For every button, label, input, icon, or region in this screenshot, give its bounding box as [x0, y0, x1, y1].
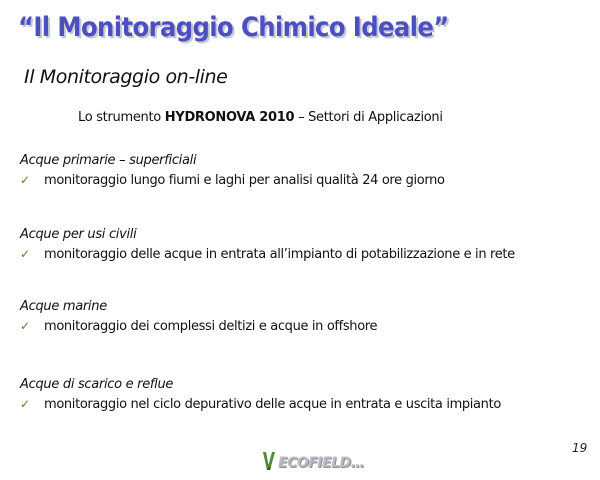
- application-section: [20, 226, 580, 264]
- intro-prefix: Lo strumento: [78, 110, 165, 125]
- check-icon: ✓: [20, 397, 31, 411]
- section-bullet: [20, 244, 580, 264]
- section-heading: Acque primarie – superficiali: [20, 153, 197, 168]
- check-icon: ✓: [20, 173, 31, 187]
- logo-text: ECOFIELD…: [278, 455, 365, 471]
- section-bullet: [20, 170, 580, 190]
- instrument-name: HYDRONOVA 2010: [164, 110, 295, 125]
- section-heading: Acque marine: [20, 299, 107, 314]
- bullet-text: monitoraggio delle acque in entrata all’impianto di potabilizzazione e in rete: [44, 246, 515, 262]
- application-section: [20, 376, 580, 414]
- intro-line: [78, 110, 443, 125]
- bullet-text: monitoraggio dei complessi deltizi e acque in offshore: [44, 318, 378, 334]
- intro-suffix: – Settori di Applicazioni: [294, 110, 443, 125]
- section-bullet: [20, 316, 580, 336]
- slide-subtitle: Il Monitoraggio on-line: [24, 66, 228, 88]
- page-number: 19: [572, 441, 588, 455]
- bullet-text: monitoraggio lungo fiumi e laghi per analisi qualità 24 ore giorno: [44, 172, 445, 188]
- ecofield-logo: [262, 446, 364, 472]
- slide-title: “Il Monitoraggio Chimico Ideale”: [18, 12, 449, 43]
- application-section: [20, 298, 580, 336]
- section-heading: Acque per usi civili: [20, 227, 137, 242]
- bullet-text: monitoraggio nel ciclo depurativo delle acque in entrata e uscita impianto: [44, 396, 501, 412]
- section-bullet: [20, 394, 580, 414]
- check-icon: ✓: [20, 247, 31, 261]
- check-icon: ✓: [20, 319, 31, 333]
- logo-mark-icon: [262, 450, 276, 472]
- application-section: [20, 152, 580, 190]
- section-heading: Acque di scarico e reflue: [20, 377, 174, 392]
